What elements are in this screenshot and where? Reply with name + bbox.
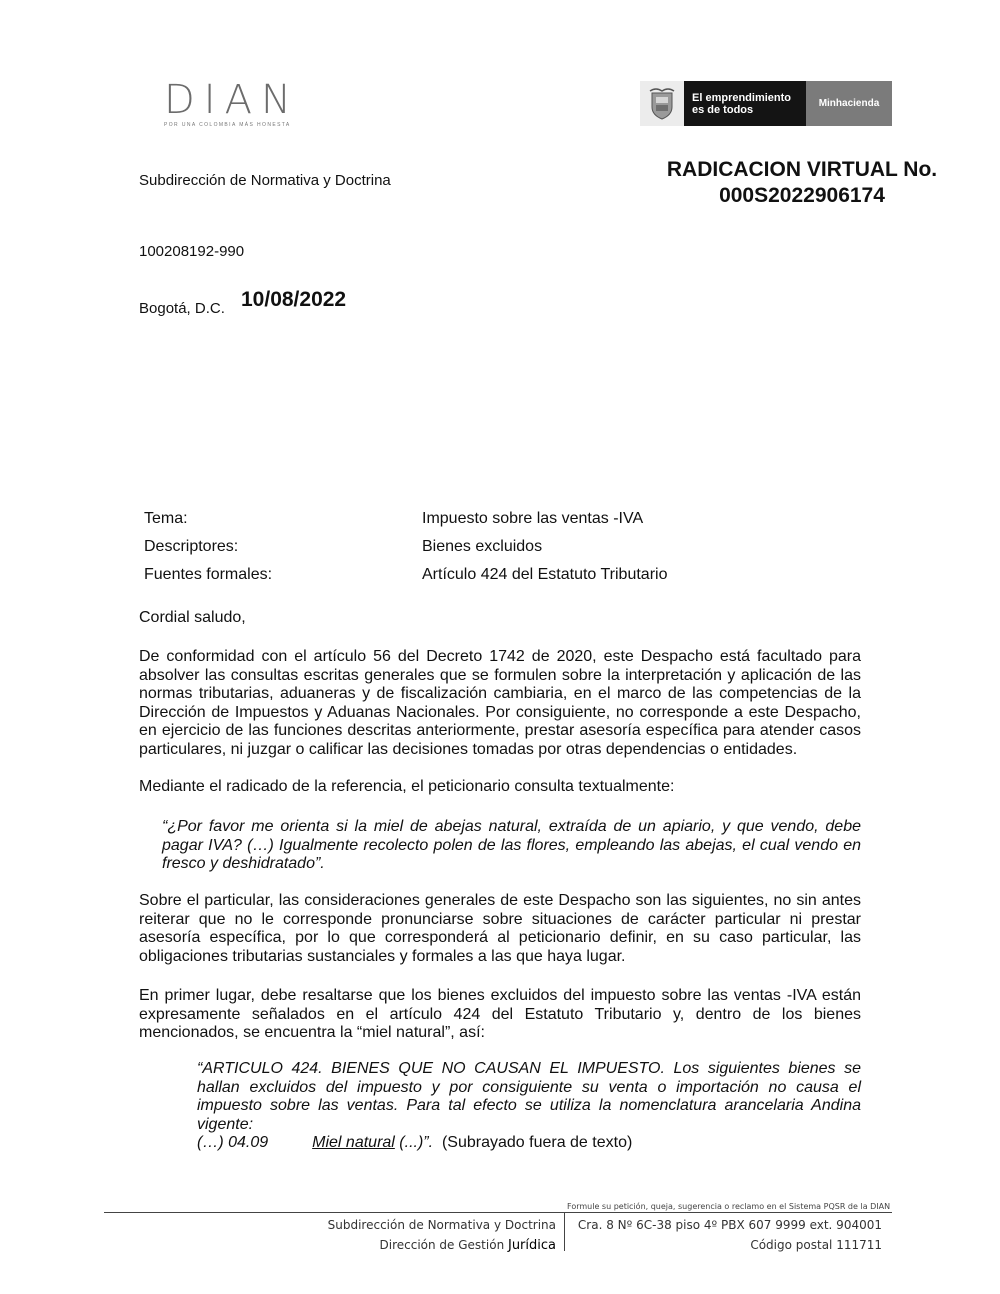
dian-tagline: POR UNA COLOMBIA MÁS HONESTA [164,122,291,128]
radicacion-title: RADICACION VIRTUAL No. [666,158,938,181]
gov-slogan-line2: es de todos [692,103,754,116]
subdireccion-label: Subdirección de Normativa y Doctrina [139,172,391,189]
paragraph-query-intro: Mediante el radicado de la referencia, el peticionario consulta textualmente: [139,778,675,795]
metadata-table [144,510,864,594]
document-number: 100208192-990 [139,243,245,260]
city: Bogotá, D.C. [139,300,225,317]
paragraph-excluded-goods: En primer lugar, debe resaltarse que los bienes excluidos del impuesto sobre las ventas -IVA están expresamente señalados en el artículo 424 del Estatuto Tributario y, dentro de los bienes mencionados, se encuentra la “miel natural”, así: [139,987,861,1042]
metadata-value: Artículo 424 del Estatuto Tributario [422,566,668,583]
dian-logo-text: DIAN [164,77,300,123]
footer-office [300,1215,556,1256]
greeting: Cordial saludo, [139,609,246,626]
gov-slogan [684,81,806,126]
emphasis-note: (Subrayado fuera de texto) [441,1134,633,1152]
footer-direction-name: Jurídica [507,1238,556,1253]
paragraph-competence: De conformidad con el artículo 56 del Decreto 1742 de 2020, este Despacho está facultado para absolver las consultas escritas generales que se formulen sobre la interpretación y aplicación de las normas tributarias, aduaneras y de fiscalización cambiaria, en el marco de las competencias de la Dirección de Impuestos y Aduanas Nacionales. Por consiguiente, no corresponde a este Despacho, en ejercicio de las funciones descritas anteriormente, prestar asesoría específica para atender casos particulares, ni juzgar o calificar las decisiones tomadas por otras dependencias o entidades. [139,648,861,758]
ministry-label: Minhacienda [806,81,892,126]
metadata-key: Fuentes formales: [144,566,273,583]
metadata-key: Tema: [144,510,188,527]
gov-slogan-line1: El emprendimiento [692,91,792,104]
document-date: 10/08/2022 [241,288,347,311]
footer-office-name: Subdirección de Normativa y Doctrina [327,1218,556,1232]
paragraph-considerations: Sobre el particular, las consideraciones generales de este Despacho son las siguientes, no sin antes reiterar que no le corresponde pronunciarse sobre situaciones de carácter particular ni prestar asesoría específica, por lo que corresponderá al peticionario definir, en su caso particular, las obligaciones tributarias sustanciales y formales a las que haya lugar. [139,892,861,965]
radicacion-code: 000S2022906174 [719,184,885,207]
article-424-quote [197,1060,861,1153]
footer-address [576,1215,882,1255]
footer-address-line: Cra. 8 Nº 6C-38 piso 4º PBX 607 9999 ext. 904001 [577,1218,882,1232]
tariff-code: (…) 04.09 [197,1134,269,1152]
metadata-row-tema [144,510,864,538]
coat-of-arms-icon [640,81,684,126]
dian-logo [164,77,324,130]
metadata-key: Descriptores: [144,538,239,555]
radicacion-number [640,157,964,209]
quote-tail: (...)”. [394,1134,434,1152]
underlined-item: Miel natural [312,1134,395,1152]
footer-postal-code: Código postal 111711 [750,1238,882,1252]
petitioner-quote: “¿Por favor me orienta si la miel de abejas natural, extraída de un apiario, y que vendo, debe pagar IVA? (…) Igualmente recolecto polen de las flores, empleando las abejas, el cual vendo en fresco y deshidratado”. [162,818,861,873]
metadata-value: Bienes excluidos [422,538,543,555]
footer-divider-line [104,1212,892,1213]
metadata-row-descriptores [144,538,864,566]
article-424-item [197,1134,861,1153]
government-logo [640,81,892,126]
footer-direction-prefix: Dirección de Gestión [379,1238,508,1252]
footer-vertical-divider [564,1213,565,1251]
footer-direction [300,1235,556,1256]
metadata-row-fuentes [144,566,864,594]
pqsr-notice: Formule su petición, queja, sugerencia o reclamo en el Sistema PQSR de la DIAN [567,1202,891,1211]
article-424-text: “ARTICULO 424. BIENES QUE NO CAUSAN EL IMPUESTO. Los siguientes bienes se hallan excluidos del impuesto y por consiguiente su venta o importación no causa el impuesto sobre las ventas. Para tal efecto se utiliza la nomenclatura arancelaria Andina vigente: [197,1060,861,1133]
metadata-value: Impuesto sobre las ventas -IVA [422,510,644,527]
